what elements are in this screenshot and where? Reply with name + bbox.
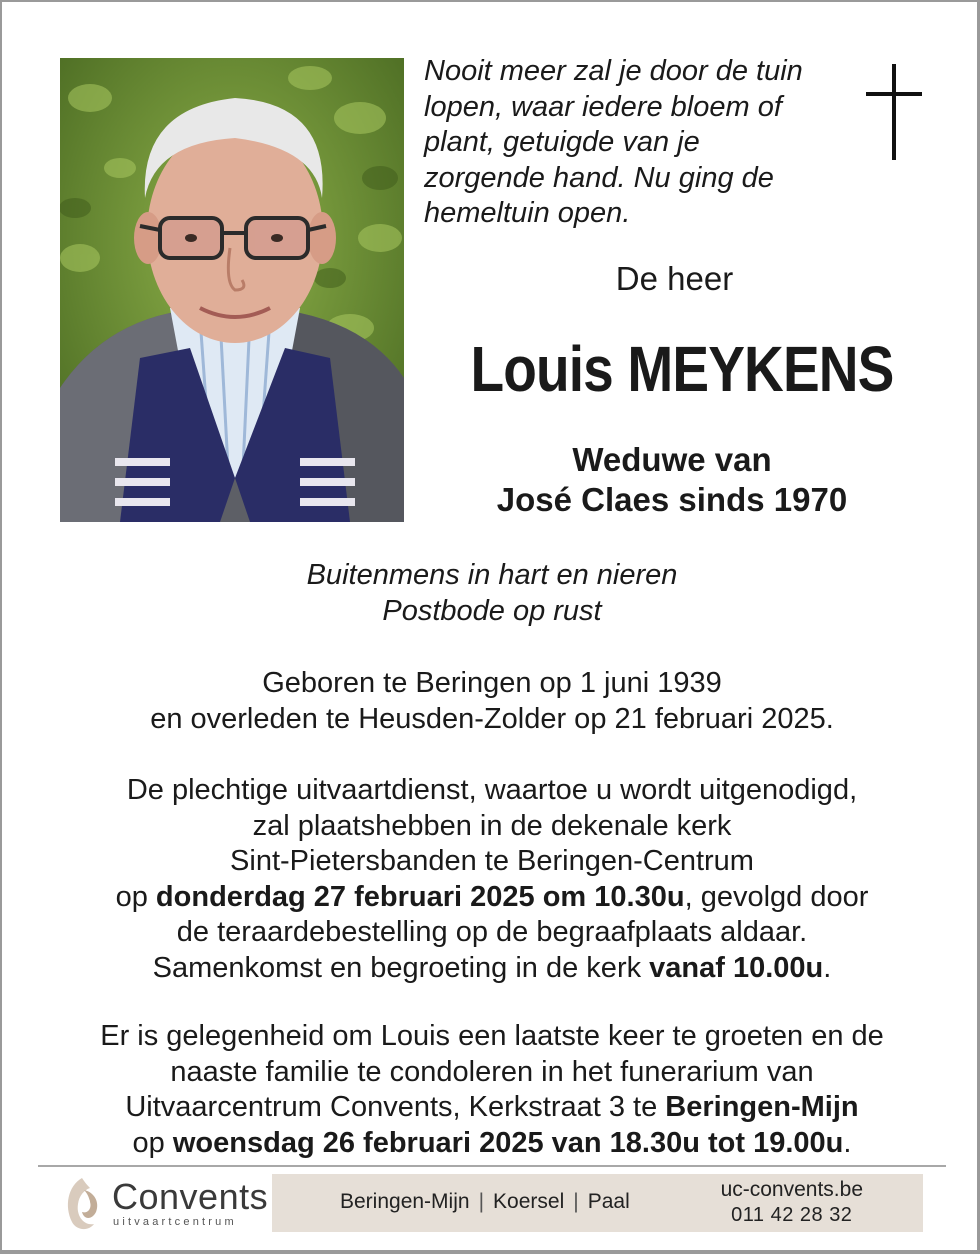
visitation-location: Beringen-Mijn <box>665 1091 859 1123</box>
convents-logo-icon <box>62 1176 102 1232</box>
deceased-name: Louis MEYKENS <box>470 333 894 405</box>
ceremony-line: De plechtige uitvaartdienst, waartoe u wordt uitgenodigd, <box>126 774 858 806</box>
birth-line: Geboren te Beringen op 1 juni 1939 <box>262 667 722 699</box>
visitation-details <box>2 1019 980 1161</box>
visitation-text: . <box>843 1126 852 1159</box>
ceremony-line: zal plaatshebben in de dekenale kerk <box>252 809 732 842</box>
location-paal: Paal <box>587 1190 630 1213</box>
visitation-line: naaste familie te condoleren in het funerarium van <box>170 1055 814 1088</box>
ceremony-details <box>2 773 980 986</box>
ceremony-date: donderdag 27 februari 2025 om 10.30u <box>155 880 685 913</box>
gathering-time: vanaf 10.00u <box>649 951 824 984</box>
portrait-illustration <box>60 58 404 522</box>
ceremony-text: op <box>115 880 156 913</box>
ceremony-text: , gevolgd door <box>684 880 869 913</box>
portrait-photo <box>60 58 404 522</box>
widow-line: Weduwe van <box>572 441 772 478</box>
ceremony-text: . <box>823 951 832 984</box>
widow-line: José Claes sinds 1970 <box>496 481 848 518</box>
contact-info <box>721 1178 863 1227</box>
ceremony-text: Samenkomst en begroeting in de kerk <box>152 951 650 984</box>
poem-line: lopen, waar iedere bloem of <box>424 90 782 123</box>
footer-divider <box>38 1165 946 1167</box>
visitation-line <box>2 1126 980 1162</box>
location-list <box>340 1190 630 1214</box>
location-separator: | <box>478 1190 485 1213</box>
memorial-poem <box>424 54 854 232</box>
poem-line: Nooit meer zal je door de tuin <box>424 55 803 87</box>
salutation: De heer <box>615 260 734 297</box>
birth-death-dates <box>2 666 980 737</box>
characterization-line: Postbode op rust <box>382 594 602 627</box>
death-line: en overleden te Heusden-Zolder op 21 februari 2025. <box>150 702 834 735</box>
visitation-line <box>2 1090 980 1126</box>
logo-subtitle: uitvaartcentrum <box>113 1216 237 1228</box>
location-koersel: Koersel <box>493 1190 565 1213</box>
poem-line: plant, getuigde van je <box>424 126 700 158</box>
visitation-text: op <box>132 1126 173 1159</box>
ceremony-line: de teraardebestelling op de begraafplaats aldaar. <box>176 916 808 948</box>
poem-line: hemeltuin open. <box>424 197 631 229</box>
phone-number: 011 42 28 32 <box>731 1204 853 1226</box>
location-beringen-mijn: Beringen-Mijn <box>340 1190 470 1213</box>
poem-line: zorgende hand. Nu ging de <box>424 161 774 194</box>
footer-band <box>272 1174 923 1232</box>
ceremony-line <box>2 951 980 987</box>
funeral-home-logo <box>60 1174 270 1234</box>
website-link[interactable]: uc-convents.be <box>720 1178 863 1201</box>
visitation-text: Uitvaarcentrum Convents, Kerkstraat 3 te <box>125 1091 666 1123</box>
characterization <box>2 558 980 629</box>
obituary-card <box>2 2 977 1250</box>
widow-statement <box>422 440 922 520</box>
ceremony-line: Sint-Pietersbanden te Beringen-Centrum <box>230 845 754 877</box>
location-separator: | <box>573 1190 579 1213</box>
visitation-line: Er is gelegenheid om Louis een laatste keer te groeten en de <box>100 1020 884 1052</box>
cross-icon <box>866 64 922 160</box>
logo-wordmark: Convents <box>112 1176 269 1217</box>
visitation-date: woensdag 26 februari 2025 van 18.30u tot 19.00u <box>172 1126 844 1159</box>
characterization-line: Buitenmens in hart en nieren <box>306 559 678 591</box>
ceremony-line <box>2 880 980 916</box>
